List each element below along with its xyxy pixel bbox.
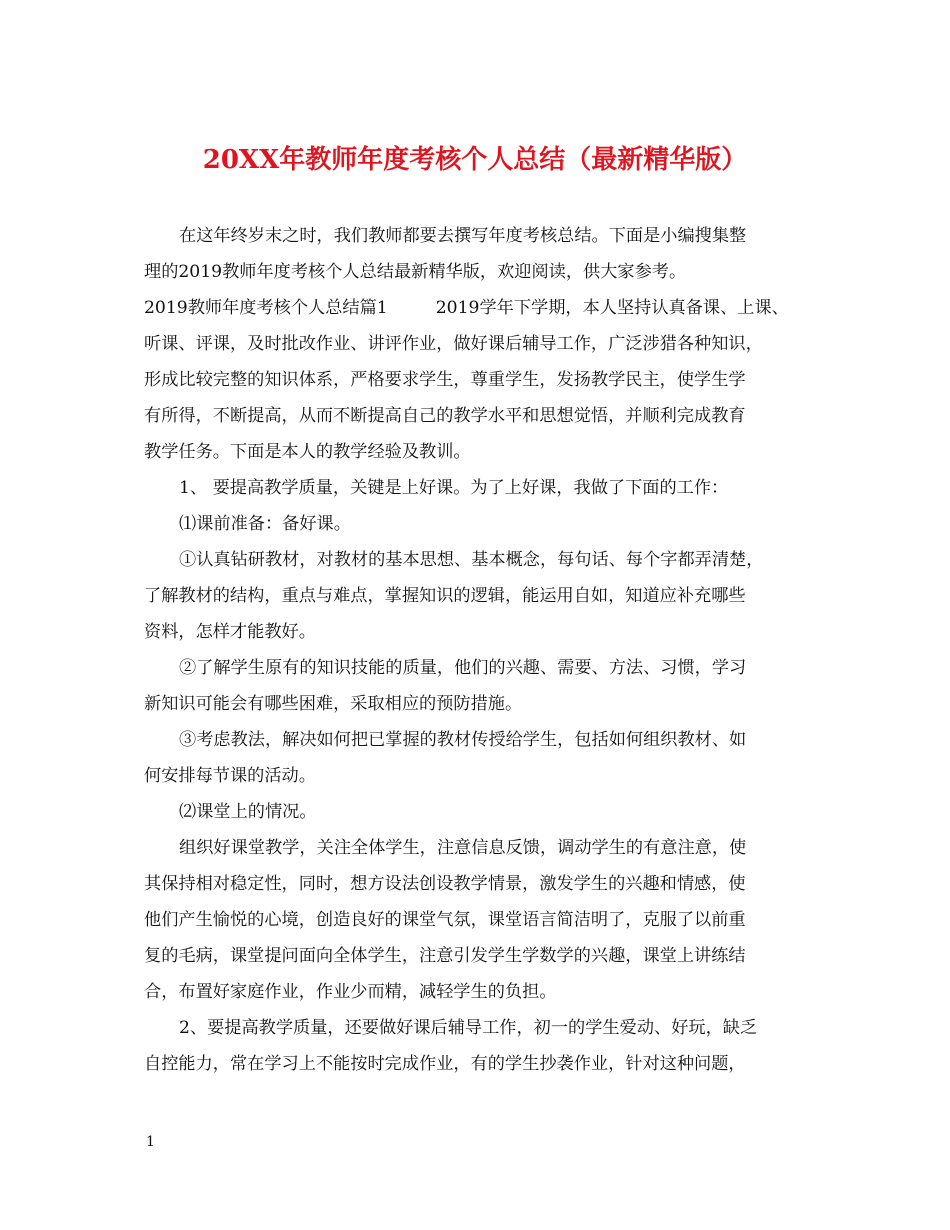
paragraph-text: 2019学年下学期，本人坚持认真备课、上课、: [435, 298, 789, 318]
page-number: 1: [146, 1134, 155, 1150]
section-heading: 2019教师年度考核个人总结篇1: [144, 298, 388, 318]
paragraph-line: ②了解学生原有的知识技能的质量，他们的兴趣、需要、方法、习惯，学习: [179, 658, 747, 678]
paragraph-line: 有所得，不断提高，从而不断提高自己的教学水平和思想觉悟，并顺利完成教育: [144, 406, 746, 426]
paragraph-line: 他们产生愉悦的心境，创造良好的课堂气氛，课堂语言简洁明了，克服了以前重: [144, 910, 746, 930]
paragraph-line: 在这年终岁末之时，我们教师都要去撰写年度考核总结。下面是小编搜集整: [179, 226, 747, 246]
paragraph-line: 自控能力，常在学习上不能按时完成作业，有的学生抄袭作业，针对这种问题，: [144, 1054, 746, 1074]
paragraph-line: 何安排每节课的活动。: [144, 766, 316, 786]
paragraph-line: 复的毛病，课堂提问面向全体学生，注意引发学生学数学的兴趣，课堂上讲练结: [144, 946, 746, 966]
paragraph-line: 资料，怎样才能教好。: [144, 622, 316, 642]
paragraph-line: 2、要提高教学质量，还要做好课后辅导工作，初一的学生爱动、好玩，缺乏: [179, 1018, 758, 1038]
paragraph-line: 了解教材的结构，重点与难点，掌握知识的逻辑，能运用自如，知道应补充哪些: [144, 586, 746, 606]
paragraph-line: 其保持相对稳定性，同时，想方设法创设教学情景，激发学生的兴趣和情感，使: [144, 874, 746, 894]
paragraph-line: ⑵课堂上的情况。: [179, 802, 317, 822]
document-title: 20XX年教师年度考核个人总结（最新精华版）: [202, 145, 748, 175]
paragraph-line: 理的2019教师年度考核个人总结最新精华版，欢迎阅读，供大家参考。: [144, 262, 687, 282]
paragraph-line: 1、 要提高教学质量，关键是上好课。为了上好课，我做了下面的工作：: [179, 478, 729, 498]
paragraph-line: 组织好课堂教学，关注全体学生，注意信息反馈，调动学生的有意注意，使: [179, 838, 747, 858]
paragraph-line: ⑴课前准备：备好课。: [179, 514, 351, 534]
paragraph-line: ①认真钻研教材，对教材的基本思想、基本概念，每句话、每个字都弄清楚，: [179, 550, 764, 570]
paragraph-line: ③考虑教法，解决如何把已掌握的教材传授给学生，包括如何组织教材、如: [179, 730, 747, 750]
paragraph-line: 合，布置好家庭作业，作业少而精，减轻学生的负担。: [144, 982, 557, 1002]
paragraph-line: 听课、评课，及时批改作业、讲评作业，做好课后辅导工作，广泛涉猎各种知识，: [144, 334, 763, 354]
document-body: [144, 218, 808, 1082]
paragraph-line: 新知识可能会有哪些困难，采取相应的预防措施。: [144, 694, 523, 714]
paragraph-line: 形成比较完整的知识体系，严格要求学生，尊重学生，发扬教学民主，使学生学: [144, 370, 746, 390]
paragraph-line: 教学任务。下面是本人的教学经验及教训。: [144, 442, 471, 462]
paragraph-line: [144, 290, 808, 326]
